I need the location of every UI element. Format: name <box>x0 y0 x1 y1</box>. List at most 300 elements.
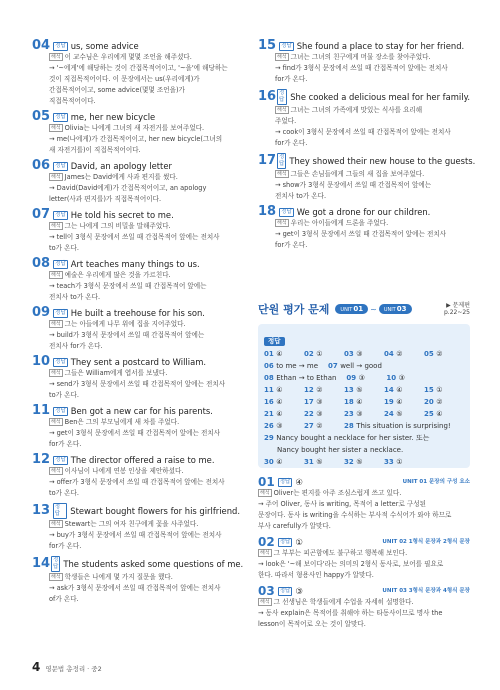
answer-tag: 정답 <box>53 557 59 570</box>
translation-tag: 해석 <box>51 521 61 527</box>
explanation-line: → find가 3형식 문장에서 쓰일 때 간접목적어 앞에는 전치사 <box>275 64 448 72</box>
entry-header <box>258 153 476 169</box>
entry-explanation <box>32 172 240 205</box>
answer-cell <box>424 348 464 360</box>
explanation-line: → show가 3형식 문장에서 쓰일 때 간접목적어 앞에는 <box>275 181 432 189</box>
entry-header <box>32 503 240 519</box>
answer-entry <box>32 405 240 450</box>
explanation-line: 해석 Stewart는 그의 여자 친구에게 꽃을 사주었다. <box>51 520 199 528</box>
explanation-line: → look은 '~해 보이다'라는 의미의 2형식 동사로, 보어를 필요로 <box>258 560 444 568</box>
solution-entry <box>258 585 470 630</box>
answer-cell <box>328 360 382 372</box>
answer-entry <box>32 111 240 156</box>
ref-label: ▶ 문제편 <box>446 302 470 309</box>
answer-entry <box>32 356 240 401</box>
question-number: 05 <box>32 109 51 124</box>
answer-sentence: She cooked a delicious meal for her family. <box>290 92 470 102</box>
explanation-line: 전치사 for가 온다. <box>49 342 103 350</box>
explanation-line: → build가 3형식 문장에서 쓰일 때 간접목적어 앞에는 <box>49 331 205 339</box>
answer-sentence: us, some advice <box>70 41 139 51</box>
answer-cell <box>344 456 384 468</box>
explanation-line: 해석 학생들은 나에게 몇 가지 질문을 했다. <box>51 573 173 581</box>
explanation-line: → offer가 3형식 문장에서 쓰일 때 간접목적어 앞에는 전치사 <box>49 478 225 486</box>
explanation-line: for가 온다. <box>49 542 82 550</box>
question-number: 06 <box>32 158 51 173</box>
entry-header <box>32 40 240 52</box>
page-footer <box>32 660 102 674</box>
entry-explanation <box>32 221 240 254</box>
answer-row <box>264 396 464 408</box>
translation-tag: 해석 <box>51 272 61 278</box>
question-number: 04 <box>32 38 51 53</box>
explanation-line: for가 온다. <box>275 139 308 147</box>
answer-cell <box>264 372 336 384</box>
explanation-line: 주었다. <box>275 117 297 125</box>
explanation-line: for가 온다. <box>49 440 82 448</box>
explanation-line: 전치사 to가 온다. <box>49 293 101 301</box>
ref-pages: p.22~25 <box>443 309 470 316</box>
answer-value: ② <box>436 398 443 406</box>
translation-tag: 해석 <box>277 107 287 113</box>
answer-value: well → good <box>340 362 382 370</box>
question-number: 09 <box>32 305 51 320</box>
answer-cell <box>346 372 386 384</box>
answer-cell <box>264 396 304 408</box>
answer-row <box>264 420 464 432</box>
answer-entry <box>258 89 470 149</box>
translation-tag: 해석 <box>51 125 61 131</box>
entry-explanation <box>258 52 470 85</box>
answer-tag: 정답 <box>55 309 66 316</box>
question-number: 02 <box>258 535 275 549</box>
answer-cell <box>264 432 429 444</box>
answer-choice: ④ <box>295 477 303 487</box>
answer-tag: 정답 <box>55 260 66 267</box>
answer-value: ③ <box>316 410 323 418</box>
answer-number: 07 <box>328 362 341 370</box>
explanation-line: → get이 3형식 문장에서 쓰일 때 간접목적어 앞에는 전치사 <box>275 230 447 238</box>
explanation-line: letter(사과 편지를)가 직접목적어이다. <box>49 195 162 203</box>
question-number: 01 <box>258 475 275 489</box>
answer-number: 27 <box>304 422 317 430</box>
explanation-line: 해석 그들은 손님들에게 그들의 새 집을 보여주었다. <box>277 170 425 178</box>
answer-cell <box>384 384 424 396</box>
question-number: 03 <box>258 584 275 598</box>
answer-value: ④ <box>276 398 283 406</box>
entry-explanation <box>32 519 240 552</box>
answer-value: ③ <box>316 398 323 406</box>
answer-row <box>264 432 464 444</box>
answer-cell <box>344 348 384 360</box>
answer-row <box>264 408 464 420</box>
answer-sentence: Stewart bought flowers for his girlfriend. <box>70 506 240 516</box>
answer-value: ① <box>316 350 323 358</box>
answer-number: 05 <box>424 350 437 358</box>
unit-tilde: ~ <box>370 304 377 314</box>
answer-cell <box>344 408 384 420</box>
answer-tag: 정답 <box>55 42 66 49</box>
explanation-line: to가 온다. <box>49 244 79 252</box>
explanation-line: → buy가 3형식 문장에서 쓰일 때 간접목적어 앞에는 전치사 <box>49 531 222 539</box>
entry-header <box>32 405 240 417</box>
answer-cell <box>264 444 403 456</box>
answer-value: ④ <box>276 410 283 418</box>
solutions-section <box>258 476 470 634</box>
explanation-line: 것이 직접목적어이다. 이 문장에서는 us(우리에게)가 <box>49 75 200 83</box>
explanation-line: → teach가 3형식 문장에서 쓰일 때 간접목적어 앞에는 <box>49 282 207 290</box>
answer-number: 02 <box>304 350 317 358</box>
unit-reference: UNIT 01 문장의 구성 요소 <box>402 479 470 485</box>
book-title: 영문법 총정리 · 중2 <box>45 665 102 673</box>
answer-tag: 정답 <box>55 113 66 120</box>
answer-cell <box>384 408 424 420</box>
explanation-line: 해석 그는 아들에게 나무 위에 집을 지어주었다. <box>51 320 186 328</box>
unit-range <box>335 304 411 314</box>
solution-entry <box>258 476 470 532</box>
explanation-line: 해석 이 교수님은 우리에게 몇몇 조언을 해주셨다. <box>51 53 192 61</box>
explanation-line: 해석 그들은 William에게 엽서를 보냈다. <box>51 369 168 377</box>
answer-cell <box>264 420 304 432</box>
solution-explanation <box>258 488 470 532</box>
question-number: 12 <box>32 452 51 467</box>
explanation-line: → '~에게'에 해당하는 것이 간접목적어이고, '~을'에 해당하는 <box>49 64 228 72</box>
answer-number: 20 <box>424 398 437 406</box>
answer-sentence: She found a place to stay for her friend. <box>296 41 465 51</box>
answer-sentence: The director offered a raise to me. <box>70 455 215 465</box>
answer-row <box>264 348 464 360</box>
answer-sentence: He told his secret to me. <box>70 210 174 220</box>
answer-cell <box>424 396 464 408</box>
explanation-line: to가 온다. <box>49 391 79 399</box>
solution-explanation <box>258 597 470 630</box>
unit-reference: UNIT 03 3형식 문장과 4형식 문장 <box>382 588 470 594</box>
unit-test-banner <box>258 298 470 320</box>
answer-choice: ③ <box>295 586 303 596</box>
unit-test-title: 단원 평가 문제 <box>258 303 330 316</box>
answer-cell <box>344 420 451 432</box>
explanation-line: lesson이 목적어로 오는 것이 알맞다. <box>258 620 366 628</box>
unit-from-pill <box>335 304 368 314</box>
answer-number: 30 <box>264 458 277 466</box>
answer-entry <box>32 503 240 552</box>
explanation-line: 해석 James는 David에게 사과 편지를 썼다. <box>51 173 178 181</box>
answer-cell <box>384 396 424 408</box>
translation-tag: 해석 <box>51 370 61 376</box>
answer-sentence: They showed their new house to the guests. <box>289 156 476 166</box>
explanation-line: 해석 그는 나에게 그의 비밀을 말해주었다. <box>51 222 171 230</box>
answer-entry <box>32 160 240 205</box>
answer-entry <box>258 206 470 251</box>
answer-tag: 정답 <box>55 358 66 365</box>
translation-tag: 해석 <box>51 174 61 180</box>
answer-number: 18 <box>344 398 357 406</box>
explanation-line: of가 온다. <box>49 595 79 603</box>
answer-cell <box>424 408 464 420</box>
answer-value: ④ <box>396 386 403 394</box>
answer-number: 31 <box>304 458 317 466</box>
entry-explanation <box>32 52 240 107</box>
explanation-line: for가 온다. <box>275 75 308 83</box>
answer-value: Ethan → to Ethan <box>276 374 337 382</box>
explanation-line: 해석 예술은 우리에게 많은 것을 가르친다. <box>51 271 171 279</box>
answer-row <box>264 384 464 396</box>
translation-tag: 해석 <box>51 574 61 580</box>
answer-number: 32 <box>344 458 357 466</box>
answer-value: to me → me <box>276 362 319 370</box>
solution-explanation <box>258 548 470 581</box>
translation-tag: 해석 <box>51 468 61 474</box>
answer-value: This situation is surprising! <box>356 422 451 430</box>
explanation-line: 해석 Ben은 그의 부모님에게 새 차를 주었다. <box>51 418 180 426</box>
answer-cell <box>344 384 384 396</box>
answer-number: 21 <box>264 410 277 418</box>
entry-explanation <box>32 319 240 352</box>
explanation-line: 해석 그 선생님은 학생들에게 수업을 자세히 설명한다. <box>260 598 414 606</box>
explanation-line: 해석 그녀는 그녀의 가족에게 맛있는 식사를 요리해 <box>277 106 423 114</box>
answer-cell <box>264 408 304 420</box>
answer-number: 01 <box>264 350 277 358</box>
answer-cell <box>264 384 304 396</box>
solution-header <box>258 585 470 597</box>
problem-page-reference <box>444 302 470 316</box>
entry-header <box>32 258 240 270</box>
answer-cell <box>264 456 304 468</box>
answer-number: 09 <box>346 374 359 382</box>
entry-header <box>32 307 240 319</box>
question-number: 15 <box>258 38 277 53</box>
answer-row <box>264 444 464 456</box>
answer-sentence: They sent a postcard to William. <box>70 357 207 367</box>
answer-number: 16 <box>264 398 277 406</box>
explanation-line: → get이 3형식 문장에서 쓰일 때 간접목적어 앞에는 전치사 <box>49 429 221 437</box>
question-number: 10 <box>32 354 51 369</box>
answer-cell <box>304 408 344 420</box>
answer-number: 26 <box>264 422 277 430</box>
unit-prefix: UNIT <box>340 307 353 313</box>
answer-value: ③ <box>398 374 405 382</box>
answer-value: ① <box>436 386 443 394</box>
entry-explanation <box>32 466 240 499</box>
answer-number: 15 <box>424 386 437 394</box>
answer-value: ④ <box>436 410 443 418</box>
answer-number: 11 <box>264 386 277 394</box>
unit-to: 03 <box>396 305 407 313</box>
entry-explanation <box>258 105 470 149</box>
answer-tag: 정답 <box>55 162 66 169</box>
answer-value: ⑤ <box>396 410 403 418</box>
translation-tag: 해석 <box>51 223 61 229</box>
answer-row <box>264 456 464 468</box>
translation-tag: 해석 <box>260 599 270 605</box>
answer-cell <box>386 372 426 384</box>
answer-value: ④ <box>276 458 283 466</box>
explanation-line: → 동사 explain은 목적어를 취해야 하는 타동사이므로 명사 the <box>258 609 443 617</box>
answer-value: Nancy bought her sister a necklace. <box>277 446 404 454</box>
explanation-line: 해석 Olivia는 나에게 그녀의 새 자전거를 보여주었다. <box>51 124 205 132</box>
entry-explanation <box>32 368 240 401</box>
answer-number: 08 <box>264 374 277 382</box>
answer-key-label: 정답 <box>264 337 285 346</box>
answer-entry <box>32 258 240 303</box>
unit-from: 01 <box>353 305 364 313</box>
answer-number: 23 <box>344 410 357 418</box>
explanation-line: 간접목적어이고, some advice(몇몇 조언을)가 <box>49 86 185 94</box>
answer-value: ③ <box>356 350 363 358</box>
answer-tag: 정답 <box>55 456 66 463</box>
answer-number: 12 <box>304 386 317 394</box>
unit-reference: UNIT 02 1형식 문장과 2형식 문장 <box>382 539 470 545</box>
answer-number: 17 <box>304 398 317 406</box>
explanation-line: 부사 carefully가 알맞다. <box>258 522 331 530</box>
entry-explanation <box>32 417 240 450</box>
question-number: 14 <box>32 556 51 571</box>
answer-tag: 정답 <box>279 478 291 485</box>
unit-to-pill <box>379 304 412 314</box>
answer-sentence: me, her new bicycle <box>70 112 156 122</box>
question-number: 16 <box>258 89 277 104</box>
answer-number: 25 <box>424 410 437 418</box>
entry-explanation <box>32 270 240 303</box>
answer-value: ④ <box>396 398 403 406</box>
entry-header <box>32 454 240 466</box>
explanation-line: → tell이 3형식 문장에서 쓰일 때 간접목적어 앞에는 전치사 <box>49 233 220 241</box>
answer-entry <box>32 454 240 499</box>
answer-number: 10 <box>386 374 399 382</box>
translation-tag: 해석 <box>51 54 61 60</box>
explanation-line: → 주어 Oliver, 동사 is writing, 목적어 a letter로 구성된 <box>258 500 427 508</box>
answer-cell <box>424 384 464 396</box>
answer-value: ③ <box>356 410 363 418</box>
left-column <box>32 38 244 609</box>
question-number: 11 <box>32 403 51 418</box>
question-number: 17 <box>258 153 277 168</box>
answer-cell <box>304 348 344 360</box>
translation-tag: 해석 <box>277 220 287 226</box>
answer-number: 33 <box>384 458 397 466</box>
explanation-line: 해석 그녀는 그녀의 친구에게 머물 장소를 찾아주었다. <box>277 53 431 61</box>
explanation-line: 문장이다. 동사 is writing을 수식하는 부사적 수식어가 와야 하므로 <box>258 511 452 519</box>
answer-tag: 정답 <box>281 42 292 49</box>
answer-number: 14 <box>384 386 397 394</box>
answer-cell <box>384 348 424 360</box>
answer-tag: 정답 <box>281 208 292 215</box>
answer-cell <box>264 360 318 372</box>
answer-value: ⑤ <box>356 458 363 466</box>
answer-number: 19 <box>384 398 397 406</box>
explanation-line: 해석 이사님이 나에게 연봉 인상을 제안하셨다. <box>51 467 184 475</box>
explanation-line: 전치사 to가 온다. <box>275 192 327 200</box>
entry-explanation <box>32 572 240 605</box>
entry-header <box>32 160 240 172</box>
answer-choice: ① <box>295 537 303 547</box>
answer-tag: 정답 <box>279 538 291 545</box>
question-number: 18 <box>258 204 277 219</box>
answer-value: Nancy bought a necklace for her sister. 또는 <box>276 434 430 442</box>
explanation-line: 새 자전거를)이 직접목적어이다. <box>49 146 141 154</box>
answer-key-rows <box>264 348 464 468</box>
answer-number: 22 <box>304 410 317 418</box>
explanation-line: → me(나에게)가 간접목적어이고, her new bicycle(그녀의 <box>49 135 223 143</box>
answer-tag: 정답 <box>53 503 67 519</box>
explanation-line: → cook이 3형식 문장에서 쓰일 때 간접목적어 앞에는 전치사 <box>275 128 451 136</box>
answer-value: ② <box>396 350 403 358</box>
answer-cell <box>304 420 344 432</box>
answer-cell <box>304 384 344 396</box>
answer-cell <box>264 348 304 360</box>
explanation-line: to가 온다. <box>49 489 79 497</box>
solution-header <box>258 476 470 488</box>
unit-prefix: UNIT <box>383 307 396 313</box>
answer-cell <box>304 396 344 408</box>
answer-sentence: He built a treehouse for his son. <box>70 308 205 318</box>
translation-tag: 해석 <box>51 419 61 425</box>
answer-sentence: David, an apology letter <box>70 161 172 171</box>
answer-tag: 정답 <box>279 154 285 167</box>
answer-tag: 정답 <box>277 89 287 105</box>
answer-cell <box>384 456 424 468</box>
answer-entry <box>32 40 240 107</box>
answer-value: ③ <box>358 374 365 382</box>
answer-value: ③ <box>276 422 283 430</box>
entry-explanation <box>258 169 470 202</box>
answer-value: ① <box>396 458 403 466</box>
entry-header <box>32 111 240 123</box>
explanation-line: for가 온다. <box>275 241 308 249</box>
entry-explanation <box>32 123 240 156</box>
right-column <box>258 38 476 255</box>
explanation-line: 해석 그 부부는 피곤함에도 불구하고 행복해 보인다. <box>260 549 408 557</box>
answer-cell <box>344 396 384 408</box>
explanation-line: 직접목적어이다. <box>49 97 96 105</box>
question-number: 13 <box>32 503 51 518</box>
entry-explanation <box>258 218 470 251</box>
answer-number: 06 <box>264 362 277 370</box>
answer-number: 29 <box>264 434 277 442</box>
answer-entry <box>32 209 240 254</box>
entry-header <box>32 356 240 368</box>
answer-number: 13 <box>344 386 357 394</box>
explanation-line: → ask가 3형식 문장에서 쓰일 때 간접목적어 앞에는 전치사 <box>49 584 221 592</box>
answer-number: 24 <box>384 410 397 418</box>
answer-key-box <box>258 324 470 468</box>
answer-row <box>264 360 464 372</box>
answer-value: ② <box>316 386 323 394</box>
answer-sentence: Art teaches many things to us. <box>70 259 200 269</box>
translation-tag: 해석 <box>260 550 270 556</box>
answer-sentence: We got a drone for our children. <box>296 207 431 217</box>
translation-tag: 해석 <box>277 171 287 177</box>
question-number: 07 <box>32 207 51 222</box>
answer-value: ④ <box>276 350 283 358</box>
question-number: 08 <box>32 256 51 271</box>
explanation-line: 해석 Oliver는 편지를 아주 조심스럽게 쓰고 있다. <box>260 489 402 497</box>
answer-sentence: Ben got a new car for his parents. <box>70 406 213 416</box>
answer-value: ④ <box>356 398 363 406</box>
answer-entry <box>258 40 470 85</box>
explanation-line: → David(David에게)가 간접목적어이고, an apology <box>49 184 207 192</box>
answer-tag: 정답 <box>55 211 66 218</box>
entry-header <box>258 89 470 105</box>
answer-sentence: The students asked some questions of me. <box>63 559 244 569</box>
answer-tag: 정답 <box>55 407 66 414</box>
explanation-line: 해석 우리는 아이들에게 드론을 주었다. <box>277 219 389 227</box>
answer-row <box>264 372 464 384</box>
answer-value: ② <box>316 422 323 430</box>
translation-tag: 해석 <box>260 490 270 496</box>
answer-tag: 정답 <box>279 587 291 594</box>
explanation-line: → send가 3형식 문장에서 쓰일 때 간접목적어 앞에는 전치사 <box>49 380 226 388</box>
answer-entry <box>258 153 476 202</box>
